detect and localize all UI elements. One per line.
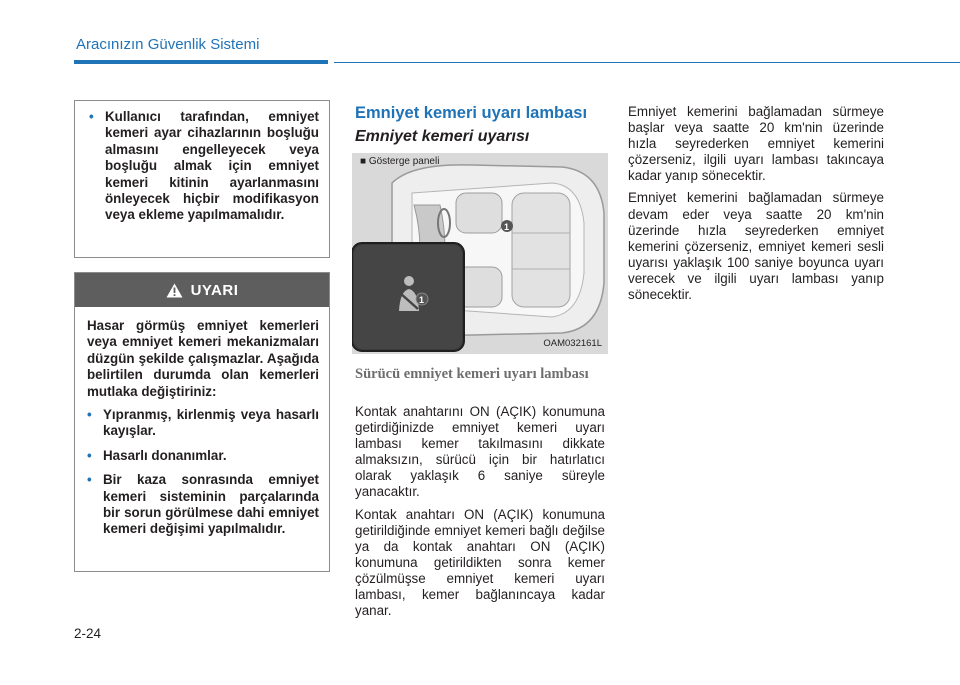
warning-bullet-text: Bir kaza sonrasında emniyet kemeri sisteminin parçalarında bir sorun görülmese dahi emniyet kemeri değişimi yapılmalıdır. xyxy=(103,472,319,537)
body-paragraph: Kontak anahtarı ON (AÇIK) konumuna getirildiğinde emniyet kemeri bağlı değilse ya da kontak anahtarı ON (AÇIK) konumuna getirildikten sonra kemer çözülmüşse emniyet kemeri uyarı lambası, kemer bağlanıncaya kadar yanar. xyxy=(355,506,605,619)
figure-tag: ■ Gösterge paneli xyxy=(360,156,440,167)
warning-bullet-text: Hasarlı donanımlar. xyxy=(103,447,227,463)
warning-bullet xyxy=(87,407,319,440)
body-paragraph: Kontak anahtarını ON (AÇIK) konumuna getirdiğinizde emniyet kemeri uyarı lambası kemer takılmasını dikkate almaksızın, sürücü için bir hatırlatıcı olarak yaklaşık 6 saniye süreyle yanacaktır. xyxy=(355,404,605,500)
warning-bullet xyxy=(87,448,319,464)
svg-text:1: 1 xyxy=(419,295,425,305)
warning-bullet xyxy=(87,472,319,538)
note-box xyxy=(74,100,330,258)
note-bullet-text: Kullanıcı tarafından, emniyet kemeri ayar cihazlarının boşluğu almasını engelleyecek veya boşluğu almak için emniyet kemeri kitinin ayarlanmasını önleyecek hiçbir modifikasyon veya ekleme yapılmamalıdır. xyxy=(105,109,319,223)
figure-code: OAM032161L xyxy=(543,338,602,349)
bullet-dot-icon: • xyxy=(87,472,92,488)
body-paragraph: Emniyet kemerini bağlamadan sürmeye başlar veya saatte 20 km'nin üzerinde hızla seyrederken emniyet kemerini çözerseniz, ilgili uyarı lambası takıncaya kadar yanıp sönecektir. xyxy=(628,104,884,184)
subsection-heading: Sürücü emniyet kemeri uyarı lambası xyxy=(355,366,589,382)
body-paragraph: Emniyet kemerini bağlamadan sürmeye devam eder veya saatte 20 km'nin üzerinde hızla seyrederken emniyet kemerini çözerseniz, emniyet kemeri sesli uyarısı yaklaşık 100 saniye boyunca uyarı verecek ve ilgili uyarı lambası yanıp sönecektir. xyxy=(628,190,884,303)
bullet-dot-icon: • xyxy=(89,109,94,124)
warning-triangle-icon xyxy=(166,283,183,298)
header-rule-thin xyxy=(334,62,960,63)
warning-title: UYARI xyxy=(190,281,239,299)
right-body xyxy=(628,104,884,309)
bullet-dot-icon: • xyxy=(87,407,92,423)
warning-box xyxy=(74,272,330,572)
svg-text:1: 1 xyxy=(504,222,510,232)
section-title: Aracınızın Güvenlik Sistemi xyxy=(76,36,260,53)
warning-header xyxy=(75,273,329,307)
warning-body xyxy=(75,307,329,554)
warning-intro: Hasar görmüş emniyet kemerleri veya emniyet kemeri mekanizmaları düzgün şekilde çalışmazlar. Aşağıda belirtilen durumda olan kemerleri mutlaka değiştiriniz: xyxy=(87,318,319,399)
bullet-dot-icon: • xyxy=(87,447,92,463)
section-heading: Emniyet kemeri uyarı lambası xyxy=(355,104,588,122)
figure-instrument-panel xyxy=(352,153,608,354)
note-bullet xyxy=(89,109,319,224)
header-rule-thick xyxy=(74,60,328,64)
section-subheading: Emniyet kemeri uyarısı xyxy=(355,128,530,145)
page-number: 2-24 xyxy=(74,626,102,641)
warning-bullet-text: Yıpranmış, kirlenmiş veya hasarlı kayışlar. xyxy=(103,407,319,439)
car-interior-illustration xyxy=(352,153,608,354)
middle-body xyxy=(355,404,605,625)
